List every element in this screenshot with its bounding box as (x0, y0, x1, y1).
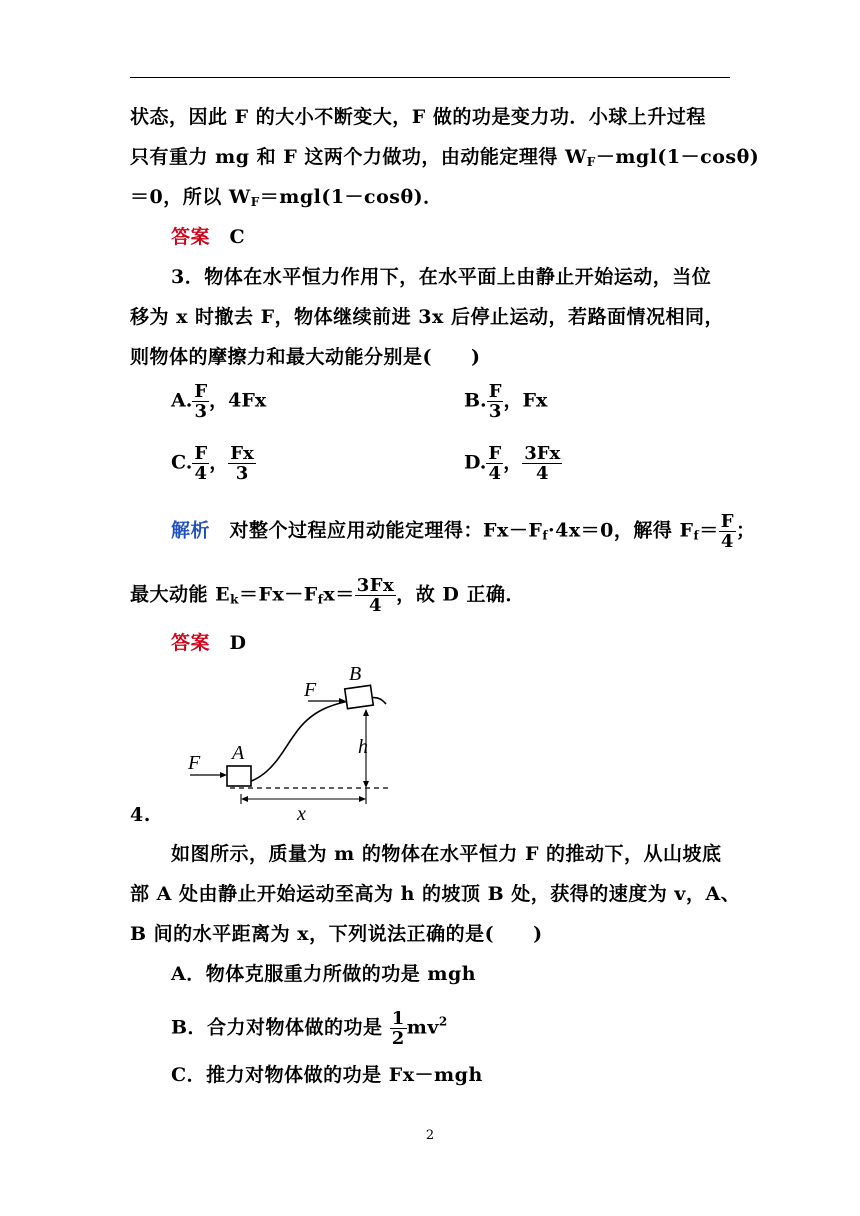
analysis-label: 解析 (171, 519, 211, 542)
label-x: x (297, 803, 306, 824)
text-line: 则物体的摩擦力和最大动能分别是( ) (130, 346, 481, 368)
label-a: A (232, 742, 245, 764)
label-f-bottom: F (188, 752, 201, 774)
question-4-stem: 如图所示，质量为 m 的物体在水平恒力 F 的推动下，从山坡底 (171, 843, 722, 865)
answer-line: 答案 C (171, 226, 246, 248)
option-c: C．推力对物体做的功是 Fx－mgh (171, 1064, 483, 1086)
text-line: ＝0，所以 $W_F=mgl(1-\cos\theta)$． (130, 186, 443, 209)
answer-label: 答案 (171, 632, 211, 654)
text-line: B 间的水平距离为 x，下列说法正确的是( ) (130, 923, 543, 945)
question-3-stem: 3．物体在水平恒力作用下，在水平面上由静止开始运动，当位 (171, 266, 712, 288)
analysis-line: 最大动能 $E_k=Fx-F_fx=$ $\frac{3Fx}{4}$ ，故 D 正确． (130, 575, 526, 616)
label-b: B (349, 663, 362, 685)
option-a: A. $\frac{F}{3}$ ，4Fx (171, 381, 267, 422)
label-h: h (358, 736, 368, 758)
label-f-top: F (304, 679, 317, 701)
text-line: 状态，因此 F 的大小不断变大，F 做的功是变力功．小球上升过程 (130, 106, 706, 128)
block-b (345, 685, 374, 708)
text-line: 部 A 处由静止开始运动至高为 h 的坡顶 B 处，获得的速度为 v，A、 (130, 883, 741, 905)
block-a (227, 766, 251, 786)
option-d: D. $\frac{F}{4}$ ， $\frac{3Fx}{4}$ (464, 443, 561, 484)
option-b: B. $\frac{F}{3}$ ，Fx (464, 381, 548, 422)
answer-line: 答案 D (171, 632, 247, 654)
option-c: C. $\frac{F}{4}$ ， $\frac{Fx}{3}$ (171, 443, 254, 484)
text-line: 移为 x 时撤去 F，物体继续前进 3x 后停止运动，若路面情况相同， (130, 306, 724, 328)
answer-label: 答案 (171, 226, 211, 248)
header-rule (130, 77, 730, 78)
text-line: 只有重力 mg 和 F 这两个力做功，由动能定理得 $W_F-mgl(1-\cos\theta)$ (130, 146, 760, 169)
question-4-number: 4. (130, 804, 151, 826)
option-b: B．合力对物体做的功是 $\frac{1}{2}$ $mv^2$ (171, 1008, 448, 1049)
option-a: A．物体克服重力所做的功是 mgh (171, 963, 477, 985)
analysis-line: 解析 对整个过程应用动能定理得：$Fx-F_f\cdot 4x=0$，解得 $F_f=$ $\frac{F}{4}$ ； (171, 511, 756, 552)
slope-figure (170, 662, 400, 824)
page-number: 2 (425, 1128, 435, 1143)
